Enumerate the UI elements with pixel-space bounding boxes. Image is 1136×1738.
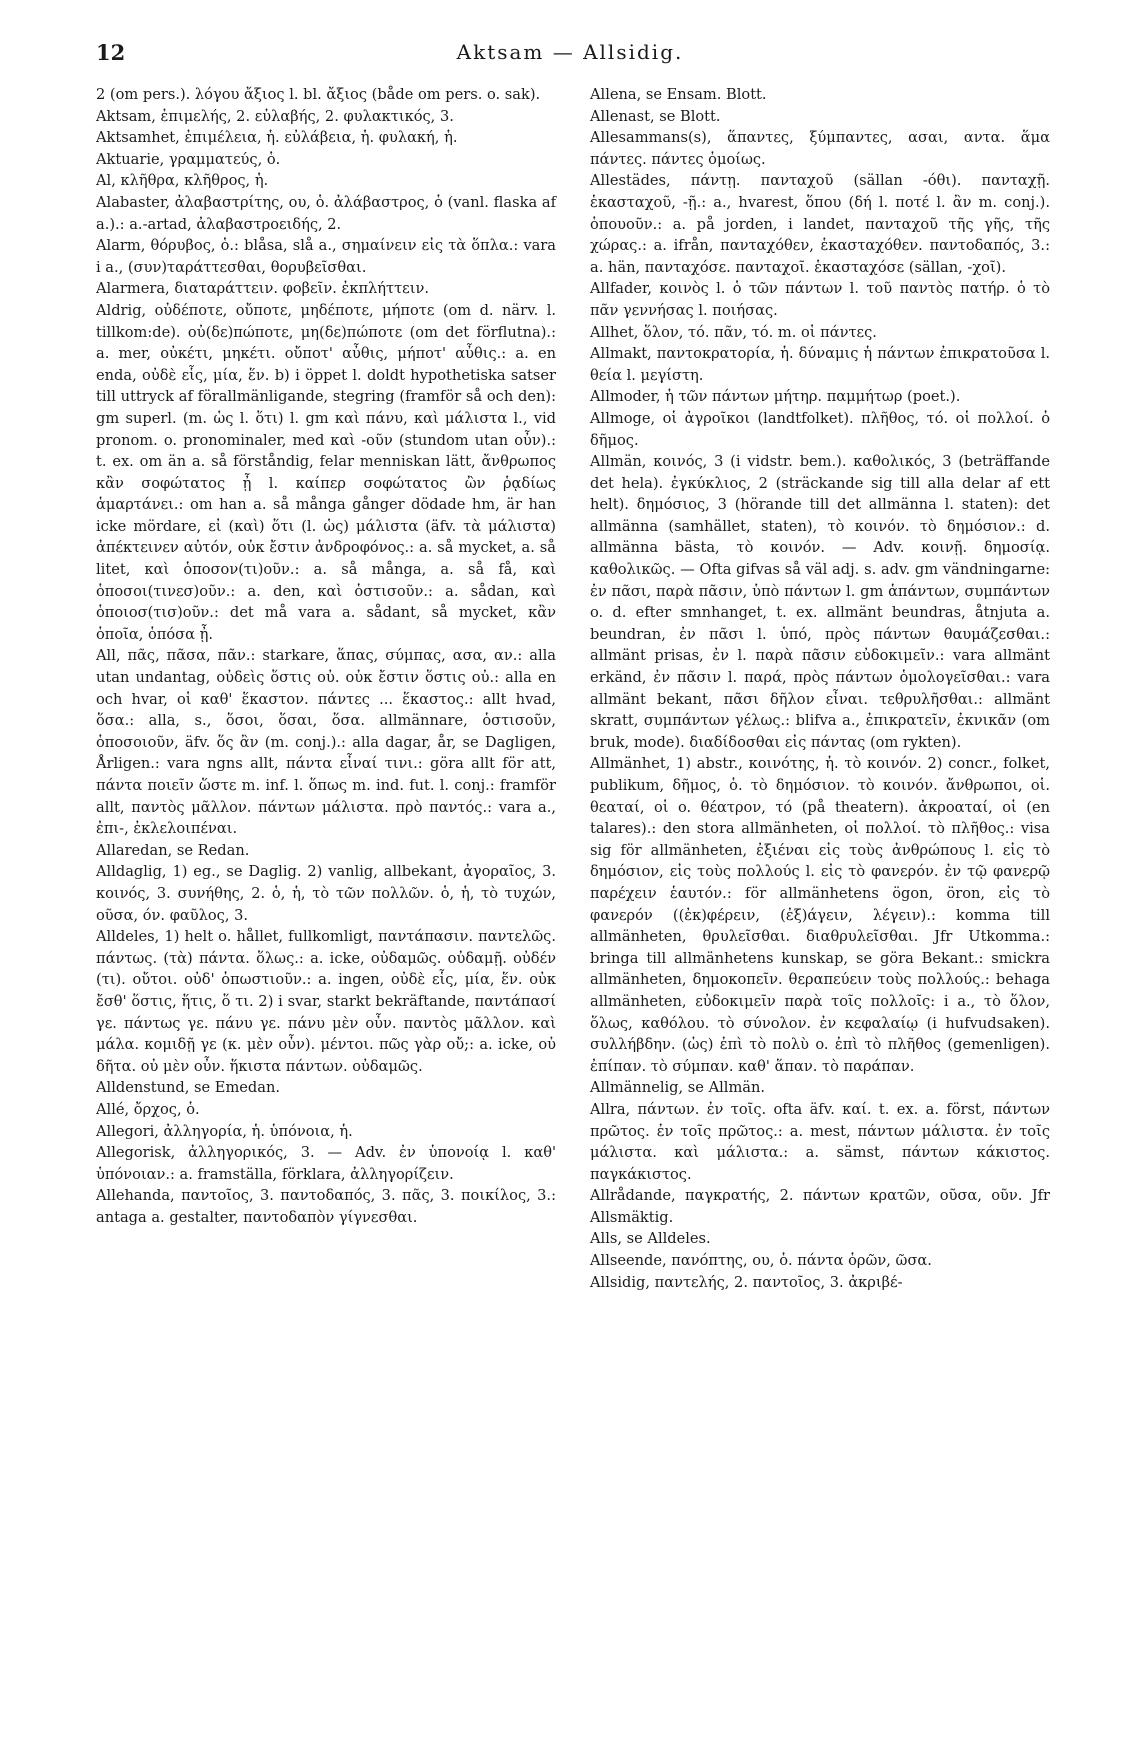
entry-left: Allegori, ἀλληγορία, ἡ. ὑπόνοια, ἡ.	[96, 1122, 353, 1140]
entry-right: Allrådande, παγκρατής, 2. πάντων κρατῶν, οῦσα, οῦν. Jfr Allsmäktig.	[590, 1187, 1050, 1226]
entry-left: Alldaglig, 1) eg., se Daglig. 2) vanlig, allbekant, ἀγοραῖος, 3. κοινός, 3. συνήθης, 2. ὁ, ἡ, τὸ τῶν πολλῶν. ὁ, ἡ, τὸ τυχών, οῦσα, όν. φαῦλος, 3.	[96, 863, 556, 924]
entry-left: Alarmera, διαταράττειν. φοβεῖν. ἐκπλήττειν.	[96, 280, 429, 298]
entry-left: Aktuarie, γραμματεύς, ὁ.	[96, 150, 281, 168]
entry-left: 2 (om pers.). λόγου ἄξιος l. bl. ἄξιος (både om pers. o. sak).	[96, 86, 541, 103]
entry-left: Allegorisk, ἀλληγορικός, 3. — Adv. ἐν ὑπονοίᾳ l. καθ' ὑπόνοιαν.: a. framställa, förklara, ἀλληγορίζειν.	[96, 1144, 556, 1183]
page-header	[96, 40, 1044, 68]
entry-right: Allmoder, ἡ τῶν πάντων μήτηρ. παμμήτωρ (poet.).	[590, 388, 961, 406]
entry-left: Allé, ὄρχος, ὁ.	[96, 1100, 200, 1118]
entry-left: Aktsamhet, ἐπιμέλεια, ἡ. εὐλάβεια, ἡ. φυλακή, ἡ.	[96, 129, 458, 147]
entry-right: Allenast, se Blott.	[590, 107, 721, 125]
entry-left: Allehanda, παντοῖος, 3. παντοδαπός, 3. πᾶς, 3. ποικίλος, 3.: antaga a. gestalter, παντοδαπὸν γίγνεσθαι.	[96, 1187, 556, 1226]
entry-right: Allseende, πανόπτης, ου, ὁ. πάντα ὁρῶν, ῶσα.	[590, 1252, 932, 1270]
right-column	[590, 84, 1050, 1293]
entry-right: Allmänhet, 1) abstr., κοινότης, ἡ. τὸ κοινόν. 2) concr., folket, publikum, δῆμος, ὁ. τὸ δημόσιον. τὸ κοινόν. ἄνθρωποι, οἱ. θεαταί, οἱ o. θέατρον, τό (på theatern). ἀκροαταί, οἱ (en talares).: den stora allmänheten, οἱ πολλοί. τὸ πλῆθος.: visa sig för allmänheten, ἐξιέναι εἰς τοὺς ἀνθρώπους l. εἰς τὸ δημόσιον, εἰς τοὺς πολλούς l. εἰς τὸ φανερόν. ἐν τῷ φανερῷ παρέχειν ἑαυτόν.: för allmänhetens ögon, öron, εἰς τὸ φανερόν ((ἐκ)φέρειν, (ἐξ)άγειν, λέγειν).: komma till allmänheten, θρυλεῖσθαι. διαθρυλεῖσθαι. Jfr Utkomma.: bringa till allmänhetens kunskap, se göra Bekant.: smickra allmänheten, δημοκοπεῖν. θεραπεύειν τοὺς πολλούς.: behaga allmänheten, εὐδοκιμεῖν παρὰ τοῖς πολλοῖς: i a., τὸ ὅλον, ὅλως, καθόλου. τὸ σύνολον. ἐν κεφαλαίῳ (i hufvudsaken). συλλήβδην. (ὡς) ἐπὶ τὸ πολὺ o. ἐπὶ τὸ πλῆθος (gemenligen). ἐπίπαν. τὸ σύμπαν. καθ' ἅπαν. τὸ παράπαν.	[590, 755, 1050, 1075]
entry-right: Allfader, κοινὸς l. ὁ τῶν πάντων l. τοῦ παντὸς πατήρ. ὁ τὸ πᾶν γεννήσας l. ποιήσας.	[590, 280, 1050, 319]
entry-right: Alls, se Alldeles.	[590, 1230, 711, 1248]
entry-right: Allena, se Ensam. Blott.	[590, 86, 767, 103]
running-title: Aktsam — Allsidig.	[456, 40, 684, 64]
entry-left: Al, κλῆθρα, κλῆθρος, ἡ.	[96, 172, 269, 190]
entry-left: All, πᾶς, πᾶσα, πᾶν.: starkare, ἅπας, σύμπας, ασα, αν.: alla utan undantag, οὐδεὶς ὅστις οὐ. οὐκ ἔστιν ὅστις οὐ.: alla en och hvar, οἱ καθ' ἕκαστον. πάντες ... ἕκαστος.: allt hvad, ὅσα.: alla, s., ὅσοι, ὅσαι, ὅσα. allmännare, ὁστισοῦν, ὁποσοιοῦν, äfv. ὅς ἂν (m. conj.).: alla dagar, år, se Dagligen, Årligen.: vara ngns allt, πάντα εἶναί τινι.: göra allt för att, πάντα ποιεῖν ὥστε m. inf. l. ὅπως m. ind. fut. l. conj.: framför allt, παντὸς μᾶλλον. πάντων μάλιστα. πρὸ παντός.: vara a., ἐπι-, ἐκλελοιπέναι.	[96, 647, 556, 838]
entry-right: Allestädes, πάντῃ. πανταχοῦ (sällan -όθι). πανταχῇ. ἑκασταχοῦ, -ῇ.: a., hvarest, ὅπου (δή l. ποτέ l. ἂν m. conj.). ὁπουοῦν.: a. på jorden, i landet, πανταχοῦ τῆς γῆς, τῆς χώρας.: a. ifrån, πανταχόθεν, ἑκασταχόθεν. παντοδαπός, 3.: a. hän, πανταχόσε. πανταχοῖ. ἑκασταχόσε (sällan, -χοῖ).	[590, 172, 1050, 276]
entry-left: Aldrig, οὐδέποτε, οὔποτε, μηδέποτε, μήποτε (om d. närv. l. tillkom:de). οὐ(δε)πώποτε, μη(δε)πώποτε (om det förflutna).: a. mer, οὐκέτι, μηκέτι. οὔποτ' αὖθις, μήποτ' αὖθις.: a. en enda, οὐδὲ εἷς, μία, ἕν. b) i öppet l. doldt hypothetiska satser till uttryck af förallmänligande, stegring (framför så och den): gm superl. (m. ὡς l. ὅτι) l. gm καὶ πάνυ, καὶ μάλιστα l., vid pronom. o. pronominaler, med καὶ -οῦν (stundom utan οὖν).: t. ex. om än a. så förståndig, felar menniskan lätt, ἄνθρωπος κἂν σοφώτατος ᾖ l. καίπερ σοφώτατος ὢν ῥᾳδίως ἁμαρτάνει.: om han a. så många gånger dödade hm, är han icke mördare, εἰ (καὶ) ὅτι (l. ὡς) μάλιστα (äfv. τὰ μάλιστα) ἀπέκτεινεν αὐτόν, οὐκ ἔστιν ἀνδροφόνος.: a. så mycket, a. så litet, καὶ ὁποσον(τι)οῦν.: a. så många, a. så få, καὶ ὁποσοι(τινεσ)οῦν.: a. den, καὶ ὁστισοῦν.: a. sådan, καὶ ὁποιοσ(τισ)οῦν.: det må vara a. sådant, så mycket, κἂν ὁποῖα, ὁπόσα ᾖ.	[96, 301, 556, 643]
entry-right: Allmakt, παντοκρατορία, ἡ. δύναμις ἡ πάντων ἐπικρατοῦσα l. θεία l. μεγίστη.	[590, 345, 1050, 384]
entry-right: Allmän, κοινός, 3 (i vidstr. bem.). καθολικός, 3 (beträffande det hela). ἐγκύκλιος, 2 (sträckande sig till alla delar af ett helt). δημόσιος, 3 (hörande till det allmänna l. staten): det allmänna (samhället, staten), τὸ κοινόν. τὸ δημόσιον.: d. allmänna bästa, τὸ κοινόν. — Adv. κοινῇ. δημοσίᾳ. καθολικῶς. — Ofta gifvas så väl adj. s. adv. gm vändningarne: ἐν πᾶσι, παρὰ πᾶσιν, ὑπὸ πάντων l. gm ἁπάντων, συμπάντων o. d. efter smnhanget, t. ex. allmänt beundras, åtnjuta a. beundran, ἐν πᾶσι l. ὑπό, πρὸς πάντων θαυμάζεσθαι.: allmänt prisas, ἐν l. παρὰ πᾶσιν εὐδοκιμεῖν.: vara allmänt erkänd, ἐν πᾶσιν l. παρά, πρὸς πάντων ὁμολογεῖσθαι.: vara allmänt bekant, πᾶσι δῆλον εἶναι. τεθρυλῆσθαι.: allmänt skratt, συμπάντων γέλως.: blifva a., ἐπικρατεῖν, ἐκνικᾶν (om bruk, mode). διαδίδοσθαι εἰς πάντας (om rykten).	[590, 453, 1050, 751]
page-number: 12	[96, 40, 126, 65]
entry-right: Allsidig, παντελής, 2. παντοῖος, 3. ἀκριβέ-	[590, 1273, 903, 1291]
entry-left: Alarm, θόρυβος, ὁ.: blåsa, slå a., σημαίνειν εἰς τὰ ὅπλα.: vara i a., (συν)ταράττεσθαι, θορυβεῖσθαι.	[96, 237, 556, 276]
entry-right: Allesammans(s), ἅπαντες, ξύμπαντες, ασαι, αντα. ἅμα πάντες. πάντες ὁμοίως.	[590, 129, 1050, 168]
entry-left: Alldeles, 1) helt o. hållet, fullkomligt, παντάπασιν. παντελῶς. πάντως. (τὰ) πάντα. ὅλως.: a. icke, οὐδαμῶς. οὐδαμῇ. οὐδέν (τι). οὔτοι. οὐδ' ὁπωστιοῦν.: a. ingen, οὐδὲ εἷς, μία, ἕν. οὐκ ἔσθ' ὅστις, ἥτις, ὅ τι. 2) i svar, starkt bekräftande, παντάπασί γε. πάντως γε. πάνυ γε. πάνυ μὲν οὖν. παντὸς μᾶλλον. καὶ μάλα. κομιδῇ γε (κ. μὲν οὖν). μέντοι. πῶς γὰρ οὔ;: a. icke, οὐ δῆτα. οὐ μὲν οὖν. ἥκιστα πάντων. οὐδαμῶς.	[96, 928, 556, 1075]
entry-left: Aktsam, ἐπιμελής, 2. εὐλαβής, 2. φυλακτικός, 3.	[96, 107, 454, 125]
entry-right: Allra, πάντων. ἐν τοῖς. ofta äfv. καί. t. ex. a. först, πάντων πρῶτος. ἐν τοῖς πρῶτος.: a. mest, πάντων μάλιστα. ἐν τοῖς μάλιστα. καὶ μάλιστα.: a. sämst, πάντων κάκιστος. παγκάκιστος.	[590, 1100, 1050, 1183]
entry-left: Allaredan, se Redan.	[96, 841, 250, 859]
entry-right: Allmännelig, se Allmän.	[590, 1079, 766, 1097]
entry-right: Allmoge, οἱ ἀγροῖκοι (landtfolket). πλῆθος, τό. οἱ πολλοί. ὁ δῆμος.	[590, 409, 1050, 449]
entry-left: Alabaster, ἀλαβαστρίτης, ου, ὁ. ἀλάβαστρος, ὁ (vanl. flaska af a.).: a.-artad, ἀλαβαστροειδής, 2.	[96, 193, 556, 233]
entry-right: Allhet, ὅλον, τό. πᾶν, τό. m. οἱ πάντες.	[590, 323, 877, 341]
left-column	[96, 84, 556, 1228]
entry-left: Alldenstund, se Emedan.	[96, 1079, 280, 1097]
